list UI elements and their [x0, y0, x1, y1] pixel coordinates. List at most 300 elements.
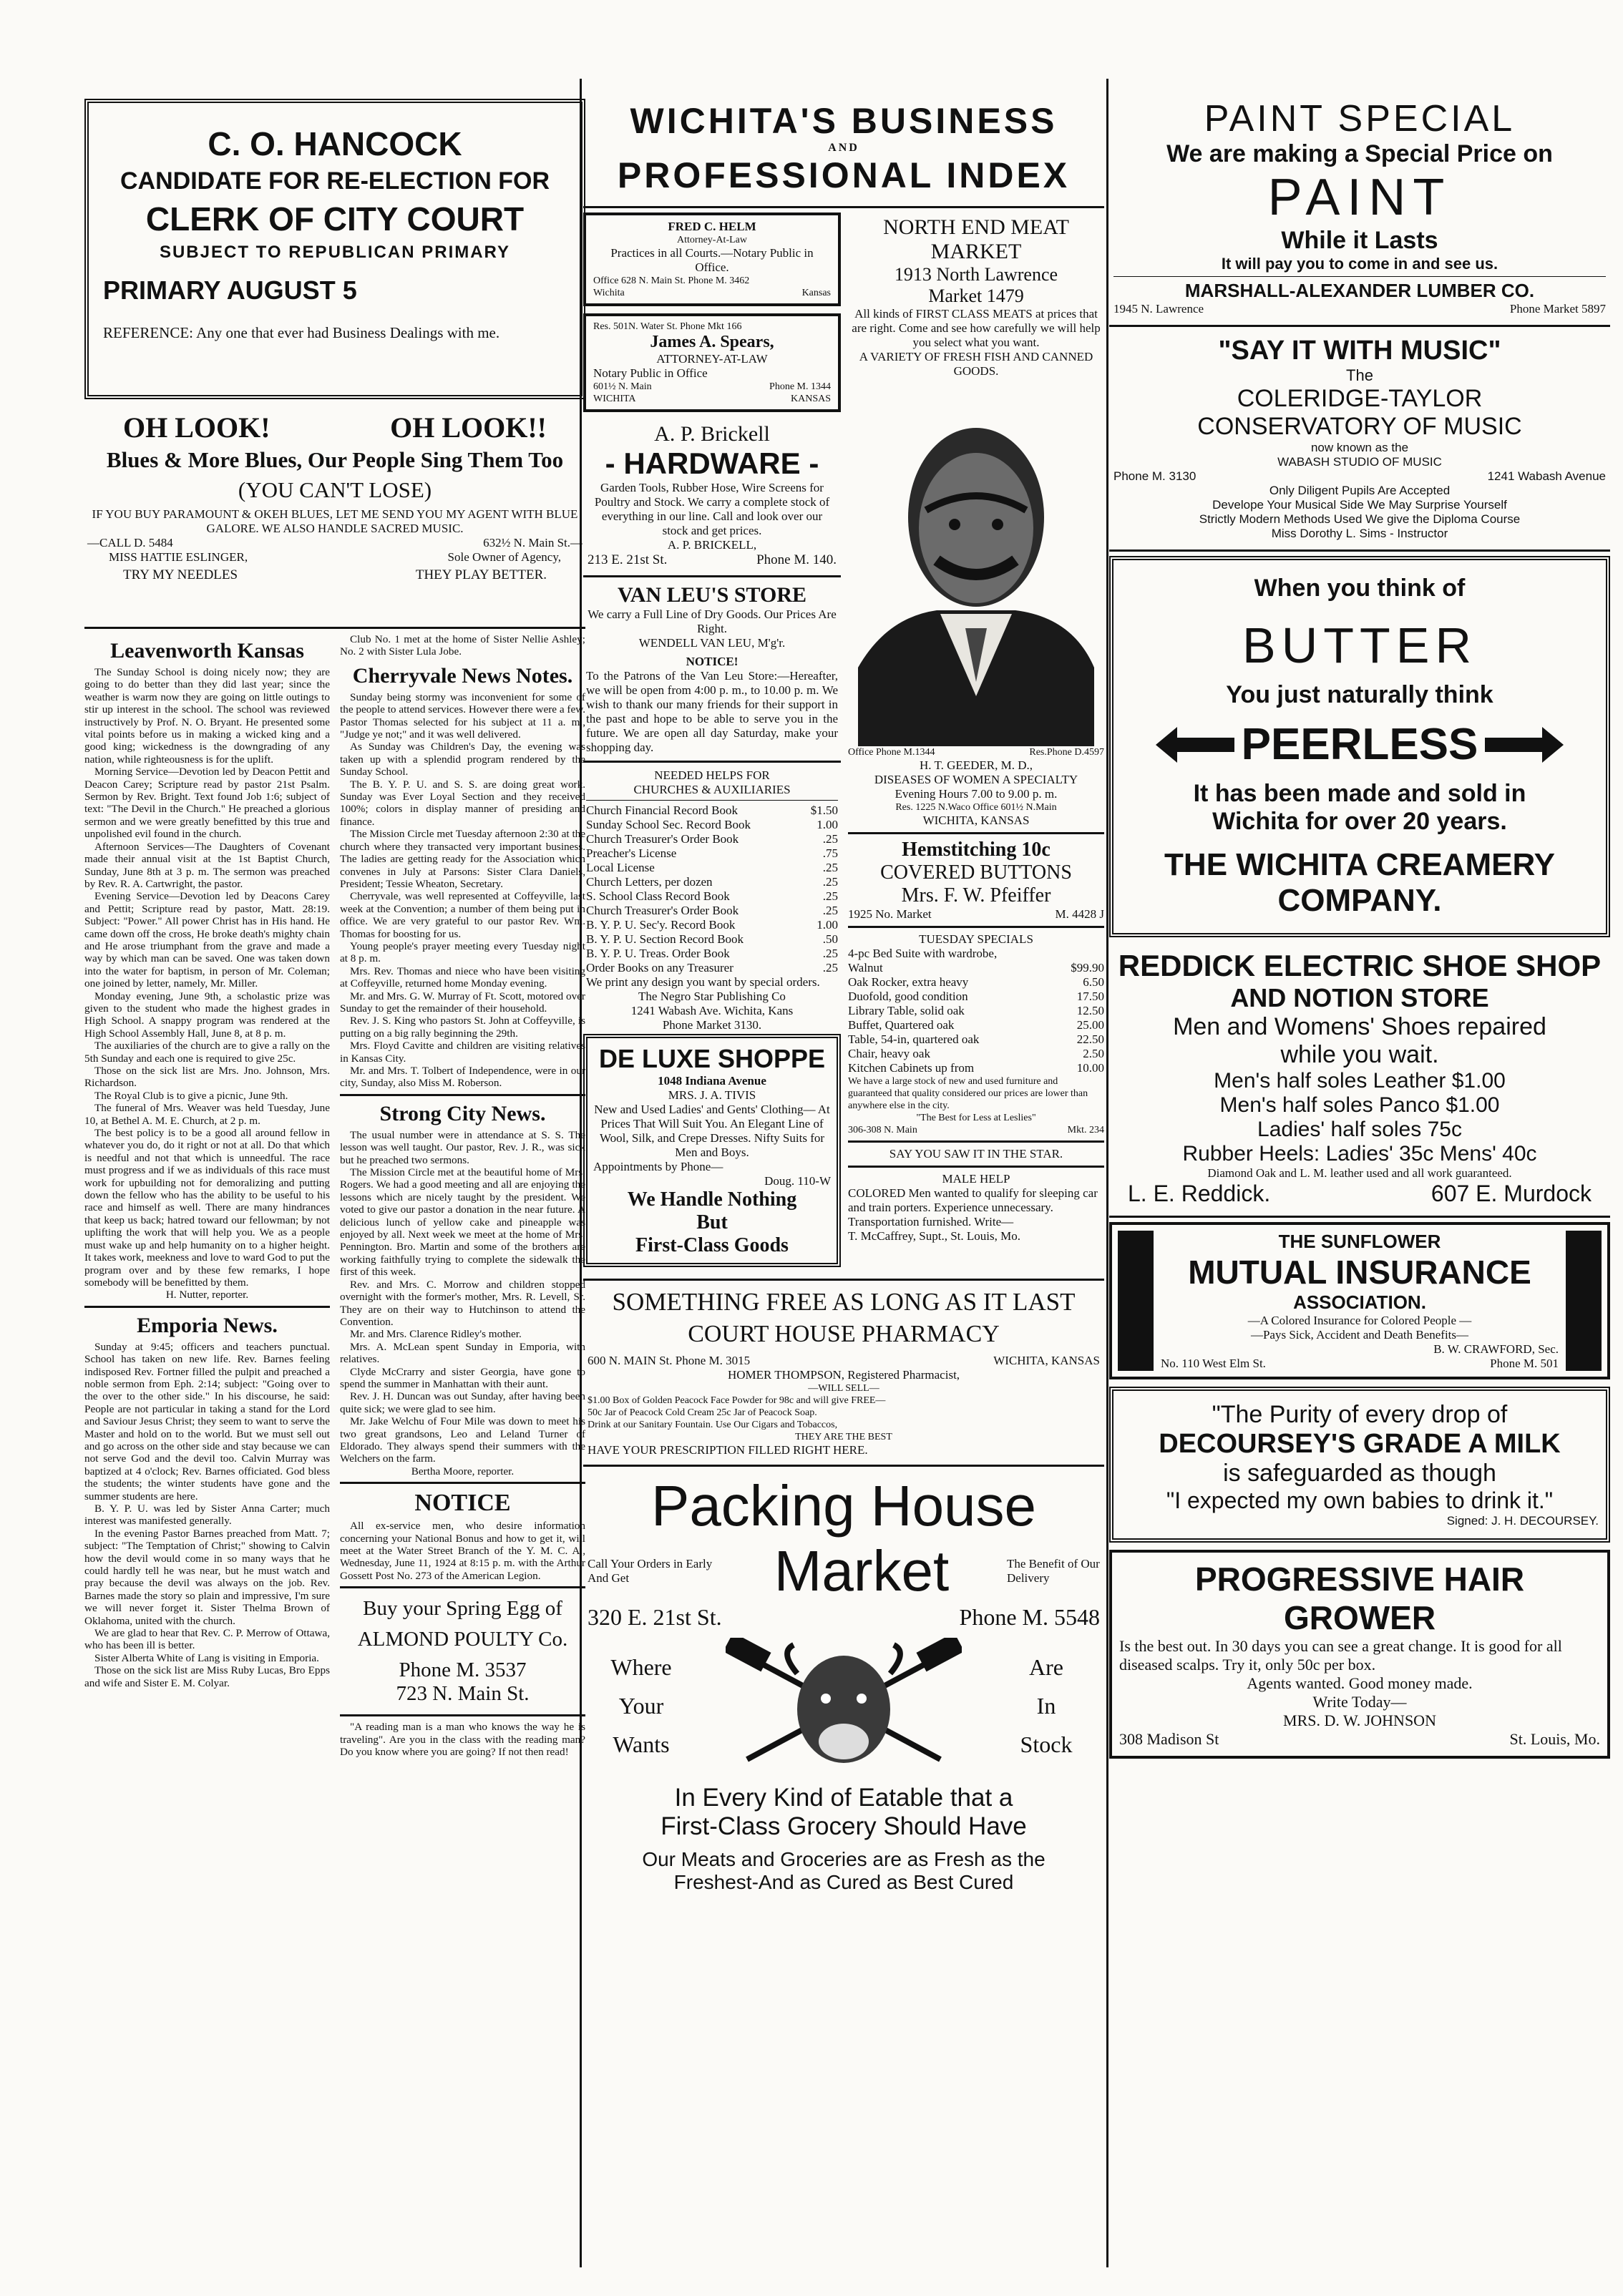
supply-item-label: Order Books on any Treasurer [586, 961, 733, 974]
supply-item-label: Church Letters, per dozen [586, 875, 713, 889]
male-help-head: MALE HELP [942, 1172, 1010, 1186]
meat-line1: NORTH END MEAT [883, 215, 1069, 239]
tuesday-head: TUESDAY SPECIALS [919, 932, 1033, 946]
music-line2: Develope Your Musical Side We May Surprise Yourself [1212, 498, 1507, 512]
divider [84, 1306, 330, 1308]
hair-name: MRS. D. W. JOHNSON [1283, 1711, 1436, 1729]
helm-card [583, 212, 841, 306]
divider [340, 1482, 585, 1484]
hair-title: PROGRESSIVE HAIR GROWER [1194, 1560, 1525, 1636]
hemstitch-name: Mrs. F. W. Pfeiffer [901, 884, 1051, 907]
packing-title: Packing House [650, 1474, 1037, 1538]
meat-ad [848, 212, 1104, 381]
packing-ad [583, 1471, 1104, 1897]
reddick-p1: Men's half soles Leather $1.00 [1214, 1069, 1506, 1093]
music-studio: WABASH STUDIO OF MUSIC [1277, 455, 1442, 469]
hemstitch-ad [848, 839, 1104, 922]
geeder-spec: DISEASES OF WOMEN A SPECIALTY [874, 773, 1078, 786]
divider [583, 1279, 1104, 1281]
packing-your: Your [618, 1693, 664, 1719]
hancock-line4: PRIMARY AUGUST 5 [103, 275, 357, 305]
packing-benefit: The Benefit of Our Delivery [1007, 1557, 1100, 1585]
butter-line1: When you think of [1254, 575, 1466, 602]
brickell-addr: 213 E. 21st St. [588, 552, 668, 567]
strong-sign: Bertha Moore, reporter. [411, 1465, 515, 1477]
hemstitch-phone: M. 4428 J [1055, 907, 1104, 921]
male-help-sign: T. McCaffrey, Supt., St. Louis, Mo. [848, 1229, 1020, 1243]
insurance-assoc: ASSOCIATION. [1293, 1291, 1426, 1313]
pharmacy-line5: HAVE YOUR PRESCRIPTION FILLED RIGHT HERE. [588, 1443, 868, 1457]
reddick-p3: Ladies' half soles 75c [1257, 1118, 1462, 1141]
almond-ad [340, 1593, 585, 1710]
cherryvale-para: Rev. J. S. King who pastors St. John at Coffeyville, is putting on a big rally beginning the 29th. [340, 1015, 585, 1040]
furniture-item-row [848, 1032, 1104, 1047]
furniture-item-row [848, 1004, 1104, 1018]
blues-look1: OH LOOK! [123, 411, 270, 444]
almond-phone: Phone M. 3537 [399, 1659, 527, 1682]
cherryvale-lead [340, 633, 585, 658]
furniture-item-row [848, 961, 1104, 975]
divider [340, 1714, 585, 1716]
meat-line2: MARKET [930, 240, 1022, 263]
supply-item-price: .25 [822, 904, 838, 917]
supply-item-label: B. Y. P. U. Section Record Book [586, 932, 744, 946]
leavenworth-para: The Sunday School is doing nicely now; they are going to do better than they did last year; since the weather is warm now they are going on little outings to stir up interest in the school. The school was reviewed instructively by Prof. N. O. Bryant. He presented some vital points before us in making a wicked king and a good king; wickedness is the downgrading of any nation, while righteousness is for the uplift. [84, 666, 330, 766]
music-name1: COLERIDGE-TAYLOR [1237, 385, 1483, 412]
furniture-item-label: Kitchen Cabinets up from [848, 1061, 975, 1075]
furniture-item-row [848, 1018, 1104, 1032]
butter-co2: COMPANY. [1277, 883, 1442, 918]
geeder-res: Res. 1225 N.Waco Office 601½ N.Main [895, 802, 1057, 813]
supply-item-row [586, 803, 838, 818]
packing-phone: Phone M. 5548 [959, 1604, 1100, 1630]
male-help-body: COLORED Men wanted to qualify for sleeping car and train porters. Experience unnecessary. Transportation furnished. Write— [848, 1186, 1098, 1228]
spears-res: Res. 501N. Water St. Phone Mkt 166 [593, 321, 742, 332]
spears-name: James A. Spears, [650, 333, 774, 351]
supply-item-price: .25 [822, 947, 838, 960]
butter-line2: You just naturally think [1226, 681, 1493, 708]
index-right-stack [848, 212, 1104, 1274]
supply-item-label: Church Treasurer's Order Book [586, 904, 739, 917]
spears-city: WICHITA [593, 394, 636, 404]
almond-address: 723 N. Main St. [396, 1682, 530, 1706]
male-help-ad [848, 1172, 1104, 1244]
butter-ad [1109, 556, 1610, 937]
helm-role: Attorney-At-Law [677, 235, 747, 245]
supply-item-row [586, 947, 838, 961]
steer-and-cleavers-icon [726, 1638, 962, 1774]
geeder-hours: Evening Hours 7.00 to 9.00 p. m. [895, 787, 1058, 801]
geeder-card [848, 746, 1104, 828]
arrow-right-icon [1485, 727, 1564, 763]
milk-line1: "The Purity of every drop of [1212, 1401, 1508, 1428]
tuesday-list [848, 961, 1104, 1075]
supply-item-label: S. School Class Record Book [586, 889, 730, 903]
divider [583, 575, 841, 577]
news-col-a [84, 633, 330, 1758]
packing-stock: Stock [1020, 1731, 1073, 1757]
reading-note [340, 1721, 585, 1758]
emporia-para: Those on the sick list are Miss Ruby Lucas, Bro Epps and wife and Sister E. M. Colyar. [84, 1664, 330, 1689]
cherryvale-para: The Mission Circle met Tuesday afternoon 2:30 at the church where they transacted very important business. The ladies are getting ready for the Association which convenes in July at Parsons: Sister Clara Daniels, President; Tessie Wheaton, Secretary. [340, 828, 585, 890]
brickell-name: A. P. Brickell [654, 422, 770, 446]
insurance-sign: B. W. CRAWFORD, Sec. [1433, 1342, 1559, 1356]
spears-notary: Notary Public in Office [593, 366, 708, 380]
reddick-p4: Rubber Heels: Ladies' 35c Mens' 40c [1182, 1142, 1537, 1166]
meat-variety: A VARIETY OF FRESH FISH AND CANNED GOODS. [859, 350, 1093, 378]
vanleu-notice: To the Patrons of the Van Leu Store:—Hereafter, we will be open from 4:00 p. m., to 10.00 p. m. We wish to thank our many friends for their support in the past and hope to be able to serve you in the future. We are open all day Saturday, make your shopping day. [586, 669, 838, 754]
deluxe-tag3: First-Class Goods [635, 1234, 789, 1256]
strong-head: Strong City News. [379, 1101, 546, 1125]
meat-addr: 1913 North Lawrence [894, 264, 1058, 285]
blues-tagline: Blues & More Blues, Our People Sing Them Too [106, 447, 564, 472]
packing-line3: Our Meats and Groceries are as Fresh as the [642, 1848, 1046, 1870]
tuesday-body: We have a large stock of new and used furniture and guaranteed that quality considered our prices are lower than anywhere else in the city. [848, 1076, 1088, 1111]
divider [340, 1094, 585, 1096]
paint-big: PAINT [1267, 169, 1452, 226]
leavenworth-para: Evening Service—Devotion led by Deacons Carey and Pettit; Scripture read by pastor, Matt. 28:19. Subject: "Power." All power Christ has in His hand. He came down off the cross, He broke death's mighty chain and He arose triumphant from the grave and made a way by which man can be saved. One was taken down into the water for baptism, in person of Mr. Coleman; one joined by letter, namely, Mr. Miller. [84, 890, 330, 990]
packing-line2: First-Class Grocery Should Have [661, 1812, 1027, 1840]
furniture-item-label: Chair, heavy oak [848, 1047, 930, 1060]
index-top-row [583, 212, 1104, 1274]
deluxe-tag1: We Handle Nothing [627, 1188, 797, 1211]
furniture-item-row [848, 990, 1104, 1004]
hemstitch-line2: COVERED BUTTONS [880, 861, 1072, 884]
strong-para: Rev. J. H. Duncan was out Sunday, after having been quite sick; we were glad to see him. [340, 1390, 585, 1415]
furniture-item-price: 6.50 [1083, 975, 1104, 989]
pharmacy-line1: $1.00 Box of Golden Peacock Face Powder for 98c and will give FREE— [588, 1395, 886, 1406]
reddick-line2: while you wait. [1280, 1041, 1439, 1068]
supply-item-label: B. Y. P. U. Treas. Order Book [586, 947, 730, 960]
leavenworth-para: The funeral of Mrs. Weaver was held Tuesday, June 10, at Bethel A. M. E. Church, at 2 p. m. [84, 1102, 330, 1127]
furniture-item-label: Buffet, Quartered oak [848, 1018, 955, 1032]
cherryvale-para: As Sunday was Children's Day, the evening was taken up with a splendid program rendered by the Sunday School. [340, 741, 585, 778]
tuesday-ad [848, 932, 1104, 1136]
strong-para: Mrs. A. McLean spent Sunday in Emporia, with relatives. [340, 1340, 585, 1366]
tuesday-lead: 4-pc Bed Suite with wardrobe, [848, 947, 998, 960]
deluxe-title: DE LUXE SHOPPE [598, 1044, 826, 1073]
hair-addr: 308 Madison St [1119, 1730, 1219, 1748]
supply-item-row [586, 918, 838, 932]
church-supplies-pub-addr: 1241 Wabash Ave. Wichita, Kans [630, 1004, 794, 1017]
supply-item-price: $1.50 [810, 803, 838, 817]
emporia-para: We are glad to hear that Rev. C. P. Merrow of Ottawa, who has been ill is better. [84, 1627, 330, 1652]
deluxe-ad [583, 1034, 841, 1267]
index-left-stack [583, 212, 841, 1274]
tuesday-mkt: Mkt. 234 [1067, 1125, 1104, 1135]
packing-are: Are [1029, 1654, 1063, 1680]
packing-line1: In Every Kind of Eatable that a [674, 1784, 1013, 1812]
deluxe-appt: Appointments by Phone— [593, 1160, 723, 1173]
paint-line1: We are making a Special Price on [1166, 140, 1553, 167]
furniture-item-price: 10.00 [1076, 1061, 1104, 1075]
packing-call: Call Your Orders in Early And Get [588, 1557, 713, 1585]
hancock-line1: CANDIDATE FOR RE-ELECTION FOR [120, 167, 550, 195]
packing-addr: 320 E. 21st St. [588, 1604, 722, 1630]
notice-body [340, 1520, 585, 1582]
news-col-b [340, 633, 585, 1758]
furniture-item-row [848, 1061, 1104, 1075]
paint-co: MARSHALL-ALEXANDER LUMBER CO. [1184, 280, 1535, 301]
emporia-para: In the evening Pastor Barnes preached from Matt. 7; subject: "The Temptation of Christ;" showing to Calvin how the devil would come in so many ways that he could hardly tell he was near, but he must watch and pray because the devil was always on the job. Rev. Barnes made the story so plain and impressive, I'm sure we will never forget it. Sister Thelma Brown of Oklahoma, united with the church. [84, 1527, 330, 1627]
reading-text: "A reading man is a man who knows the way he is traveling". Are you in the class with the reading man? Do you know where you are going? If not then read! [340, 1721, 585, 1759]
vanleu-ad [583, 582, 841, 756]
deluxe-tag2: But [696, 1211, 728, 1234]
brickell-phone: Phone M. 140. [756, 552, 837, 567]
index-masthead [583, 79, 1104, 202]
vanleu-body: We carry a Full Line of Dry Goods. Our Prices Are Right. [588, 607, 837, 635]
church-supplies-pub-phone: Phone Market 3130. [662, 1018, 762, 1032]
paint-line3: It will pay you to come in and see us. [1221, 255, 1498, 273]
music-line4: Miss Dorothy L. Sims - Instructor [1271, 527, 1448, 540]
butter-line4: Wichita for over 20 years. [1212, 808, 1507, 835]
meat-body: All kinds of FIRST CLASS MEATS at prices that are right. Come and see how carefully we will help you select what you want. [852, 307, 1101, 349]
tuesday-slogan: "The Best for Less at Leslies" [916, 1113, 1036, 1123]
cherryvale-para: Mrs. Floyd Cavitte and children are visiting relatives in Kansas City. [340, 1040, 585, 1065]
deluxe-owner: MRS. J. A. TIVIS [668, 1088, 756, 1102]
blues-call: —CALL D. 5484 [87, 536, 173, 549]
hair-line2: Agents wanted. Good money made. [1247, 1674, 1473, 1692]
divider [848, 1140, 1104, 1143]
supply-item-label: Church Financial Record Book [586, 803, 738, 817]
vanleu-title: VAN LEU'S STORE [618, 583, 806, 607]
supply-item-price: .25 [822, 875, 838, 889]
leavenworth-body [84, 666, 330, 1301]
blues-better: THEY PLAY BETTER. [415, 567, 547, 582]
divider [848, 832, 1104, 834]
insurance-line2: —Pays Sick, Accident and Death Benefits— [1250, 1328, 1469, 1342]
divider [583, 1465, 1104, 1467]
vanleu-mgr: WENDELL VAN LEU, M'g'r. [638, 636, 786, 650]
butter-big: BUTTER [1242, 617, 1477, 673]
strong-para: Mr. and Mrs. Clarence Ridley's mother. [350, 1328, 522, 1341]
spears-card [583, 313, 841, 412]
furniture-item-row [848, 1047, 1104, 1061]
index-title2: PROFESSIONAL INDEX [617, 155, 1071, 195]
blues-owner: MISS HATTIE ESLINGER, [109, 550, 248, 564]
cherryvale-para: Cherryvale, was well represented at Coffeyville, last week at the Convention; a number of them being put in office. We are very grateful to our pastor Rev. Wm. Thomas for boosting for us. [340, 890, 585, 940]
divider [583, 761, 841, 763]
supply-item-row [586, 861, 838, 875]
supply-item-price: .25 [822, 961, 838, 974]
music-line1: Only Diligent Pupils Are Accepted [1269, 484, 1451, 497]
supply-item-row [586, 961, 838, 975]
divider [848, 1166, 1104, 1168]
butter-brand: PEERLESS [1241, 720, 1478, 769]
furniture-item-price: 12.50 [1076, 1004, 1104, 1017]
helm-practice: Practices in all Courts.—Notary Public in Office. [610, 246, 814, 274]
music-name2: CONSERVATORY OF MUSIC [1197, 413, 1522, 440]
leavenworth-para: Afternoon Services—The Daughters of Covenant made their annual visit at the 1st Baptist Church, Sunday, June 8th at 3 p. m. The sermon was preached by Rev. R. A. Cartwright, the pastor. [84, 840, 330, 890]
deluxe-body: New and Used Ladies' and Gents' Clothing— At Prices That Will Suit You. An Elegant Line of Wool, Silk, and Crepe Dresses. Nifty Suits for Men and Boys. [594, 1103, 830, 1159]
index-and: AND [828, 142, 859, 154]
cherryvale-para: The B. Y. P. U. and S. S. are doing great work. Sunday was Ever Loyal Section and they received 100%; colors in display manner of presiding and finance. [340, 778, 585, 828]
notice-text: All ex-service men, who desire information concerning your National Bonus and how to get it, will meet at the Water Street Branch of the Y. M. C. A., Wednesday, June 11, 1924 at 8:15 p. m. with the Arthur Gossett Post No. 273 of the American Legion. [340, 1520, 585, 1582]
pharmacy-owner: HOMER THOMPSON, Registered Pharmacist, [727, 1368, 960, 1382]
blues-ad [84, 406, 585, 622]
divider [84, 627, 585, 629]
supply-item-row [586, 875, 838, 889]
blues-needles: TRY MY NEEDLES [123, 567, 238, 582]
column-left [84, 79, 585, 1758]
cherryvale-para: Mrs. Rev. Thomas and niece who have been visiting at Coffeyville, returned home Monday evening. [340, 964, 585, 990]
supply-item-label: Local License [586, 861, 655, 874]
pharmacy-city: WICHITA, KANSAS [993, 1354, 1100, 1367]
supply-item-row [586, 818, 838, 832]
milk-sign: Signed: J. H. DECOURSEY. [1446, 1514, 1599, 1528]
furniture-item-price: 17.50 [1076, 990, 1104, 1003]
emporia-head: Emporia News. [137, 1313, 278, 1337]
paint-ad [1109, 79, 1610, 321]
hair-ad [1109, 1550, 1610, 1759]
packing-where: Where [610, 1654, 672, 1680]
church-supplies-head1: NEEDED HELPS FOR [654, 768, 770, 782]
divider [583, 206, 1104, 208]
cherryvale-body [340, 691, 585, 1090]
column-right [1109, 79, 1610, 1766]
furniture-item-label: Library Table, solid oak [848, 1004, 965, 1017]
deluxe-addr: 1048 Indiana Avenue [658, 1074, 766, 1088]
church-supplies-list [586, 803, 838, 975]
music-ad [1109, 331, 1610, 545]
emporia-body [84, 1341, 330, 1689]
furniture-item-price: 2.50 [1083, 1047, 1104, 1060]
divider [586, 800, 838, 801]
hemstitch-line1: Hemstitching 10c [902, 839, 1051, 861]
leavenworth-para: The auxiliaries of the church are to give a rally on the 5th Sunday and each one is required to give 25c. [84, 1040, 330, 1065]
supply-item-row [586, 832, 838, 846]
brickell-ad [583, 419, 841, 571]
insurance-phone: Phone M. 501 [1490, 1357, 1559, 1370]
strong-para: Rev. and Mrs. C. Morrow and children stopped overnight with the former's mother, Mrs. R. Levell, Sr. They are on their way to Hutchinson to attend the Convention. [340, 1278, 585, 1328]
almond-line1: Buy your Spring Egg of [363, 1597, 562, 1621]
geeder-city: WICHITA, KANSAS [922, 814, 1030, 827]
geeder-office: Office Phone M.1344 [848, 747, 935, 758]
blues-owner-role: Sole Owner of Agency, [447, 550, 561, 564]
helm-office: Office 628 N. Main St. Phone M. 3462 [593, 275, 750, 286]
reddick-addr: 607 E. Murdock [1431, 1181, 1592, 1206]
supply-item-label: Sunday School Sec. Record Book [586, 818, 751, 831]
news-columns [84, 633, 585, 1758]
furniture-item-label: Duofold, good condition [848, 990, 968, 1003]
helm-name: FRED C. HELM [668, 220, 756, 233]
emporia-para: Sunday at 9:45; officers and teachers punctual. School has taken on new life. Rev. Barnes feeling indisposed Rev. Fortner filled the pulpit and preached a noble sermon from Eph. 2:14; subject: "Going over to the over to the other side." In his discourse, he said: People are not particular in taking a stand for the Lord and Saviour Jesus Christ; they seem to want to serve the Master and hold on to the world. But we must sell out and go across on the other side and stay because we can not serve God and the devil too. Calvin Murray was baptized at 4 o'clock; Rev. Barnes officiated. God bless the students; the winter students have gone and the summer students are here. [84, 1340, 330, 1503]
pharmacy-line3: Drink at our Sanitary Fountain. Use Our Cigars and Tobaccos, [588, 1420, 838, 1430]
reddick-name: L. E. Reddick. [1128, 1181, 1271, 1206]
insurance-the: THE SUNFLOWER [1278, 1231, 1441, 1252]
blues-cant: (YOU CAN'T LOSE) [238, 477, 432, 502]
pharmacy-addr: 600 N. MAIN St. Phone M. 3015 [588, 1354, 751, 1367]
meat-phone: Market 1479 [928, 285, 1024, 306]
cherryvale-para: Mr. and Mrs. T. Tolbert of Independence, were in our city, Sunday, also Miss M. Roberson. [340, 1065, 585, 1090]
pharmacy-sell: —WILL SELL— [808, 1383, 879, 1394]
arrow-left-icon [1156, 727, 1234, 763]
spears-phone: Phone M. 1344 [769, 381, 831, 392]
insurance-line1: —A Colored Insurance for Colored People — [1247, 1314, 1472, 1327]
divider [1113, 276, 1606, 277]
pillar-icon [1118, 1231, 1154, 1371]
blues-body: IF YOU BUY PARAMOUNT & OKEH BLUES, LET ME SEND YOU MY AGENT WITH BLUE GALORE. WE ALSO HANDLE SACRED MUSIC. [92, 507, 578, 535]
spears-state: KANSAS [790, 394, 831, 404]
doctor-portrait [858, 381, 1094, 746]
emporia-para: Sister Alberta White of Lang is visiting in Emporia. [94, 1651, 319, 1664]
blues-look2: OH LOOK!! [390, 411, 547, 444]
leavenworth-sign: H. Nutter, reporter. [165, 1289, 249, 1301]
music-say: "SAY IT WITH MUSIC" [1218, 336, 1501, 366]
supply-item-price: 1.00 [817, 818, 838, 831]
milk-line2: DECOURSEY'S GRADE A MILK [1159, 1429, 1561, 1459]
strong-para: The usual number were in attendance at S. S. The lesson was well taught. Our pastor, Rev. J. R., was sick but he preached two sermons. [340, 1128, 585, 1166]
hancock-reference: REFERENCE: Any one that ever had Business Dealings with me. [103, 324, 500, 341]
cherryvale-para: Mr. and Mrs. G. W. Murray of Ft. Scott, motored over Sunday to get the remainder of their household. [340, 990, 585, 1015]
packing-wants: Wants [613, 1731, 670, 1757]
supply-item-price: .25 [822, 832, 838, 846]
hair-line3: Write Today— [1312, 1693, 1407, 1711]
index-title1: WICHITA'S BUSINESS [630, 101, 1058, 141]
supply-item-row [586, 889, 838, 904]
paint-phone: Phone Market 5897 [1509, 302, 1606, 316]
supply-item-row [586, 904, 838, 918]
divider [1109, 549, 1610, 552]
supply-item-row [586, 932, 838, 947]
brickell-sign: A. P. BRICKELL, [667, 538, 757, 552]
tuesday-addr: 306-308 N. Main [848, 1125, 917, 1135]
milk-line4: "I expected my own babies to drink it." [1166, 1487, 1554, 1513]
column-middle [583, 79, 1104, 1897]
furniture-item-price: $99.90 [1071, 961, 1104, 974]
supply-item-label: Church Treasurer's Order Book [586, 832, 739, 846]
packing-line4: Freshest-And as Cured as Best Cured [673, 1871, 1014, 1893]
strong-body [340, 1129, 585, 1477]
supply-item-price: .25 [822, 861, 838, 874]
butter-line3: It has been made and sold in [1193, 780, 1526, 807]
paint-title: PAINT SPECIAL [1204, 98, 1516, 140]
supply-item-label: Preacher's License [586, 846, 677, 860]
cherryvale-para: Sunday being stormy was inconvenient for some of the people to attend services. However there were a few. Pastor Thomas selected for his subject at 11 a. m., "Judge ye not;" and it was well delivered. [340, 690, 585, 741]
hancock-line3: SUBJECT TO REPUBLICAN PRIMARY [159, 243, 511, 262]
pharmacy-line2: 50c Jar of Peacock Cold Cream 25c Jar of Peacock Soap. [588, 1407, 817, 1418]
church-supplies-note: We print any design you want by special orders. [586, 975, 820, 989]
furniture-item-row [848, 975, 1104, 990]
insurance-ad [1109, 1222, 1610, 1379]
blues-address: 632½ N. Main St.— [483, 536, 583, 549]
music-known: now known as the [1310, 441, 1409, 454]
paint-line2: While it Lasts [1281, 227, 1438, 254]
hair-city: St. Louis, Mo. [1509, 1730, 1600, 1748]
cherryvale-para: Young people's prayer meeting every Tuesday night at 8 p. m. [340, 939, 585, 965]
butter-co1: THE WICHITA CREAMERY [1164, 847, 1555, 882]
church-supplies-ad [583, 767, 841, 1034]
column-rule-right [1106, 79, 1108, 2267]
cherryvale-lead-text: Club No. 1 met at the home of Sister Nellie Ashley; No. 2 with Sister Lula Jobe. [340, 633, 585, 658]
pharmacy-head: SOMETHING FREE AS LONG AS IT LAST [612, 1288, 1076, 1316]
reddick-p2: Men's half soles Panco $1.00 [1219, 1093, 1500, 1117]
hancock-ad [84, 99, 585, 399]
helm-city: Wichita [593, 288, 625, 298]
brickell-body: Garden Tools, Rubber Hose, Wire Screens for Poultry and Stock. We carry a complete stock of everything in our line. Call and look over our stock and get prices. [594, 481, 830, 537]
packing-market: Market [774, 1539, 950, 1603]
supply-item-label: B. Y. P. U. Sec'y. Record Book [586, 918, 736, 932]
packing-in: In [1036, 1693, 1056, 1719]
leavenworth-para: The best policy is to be a good all around fellow in whatever you do, do it right or not at all. Do that which is needful and not that which is unneedful. The race must progress and if we as individuals of this race must work for upbuilding not for demoralizing and putting down the fellow who has the ability to be useful to his race and himself as well. There are many hindrances that keep us back; hatred toward our fellowman; by not uplifting the work that will help you. We as a people must wake up and help humanity on to a higher height. It takes work, meekness and love to ward God to put the program over and by these few remarks, I hope somebody will be benefitted by them. [84, 1127, 330, 1289]
supply-item-price: 1.00 [817, 918, 838, 932]
insurance-big: MUTUAL INSURANCE [1188, 1254, 1531, 1291]
insurance-addr: No. 110 West Elm St. [1161, 1357, 1266, 1370]
geeder-res-phone: Res.Phone D.4597 [1029, 747, 1104, 758]
reddick-title2: AND NOTION STORE [1230, 983, 1489, 1012]
music-phone: Phone M. 3130 [1113, 469, 1196, 483]
supply-item-price: .25 [822, 889, 838, 903]
